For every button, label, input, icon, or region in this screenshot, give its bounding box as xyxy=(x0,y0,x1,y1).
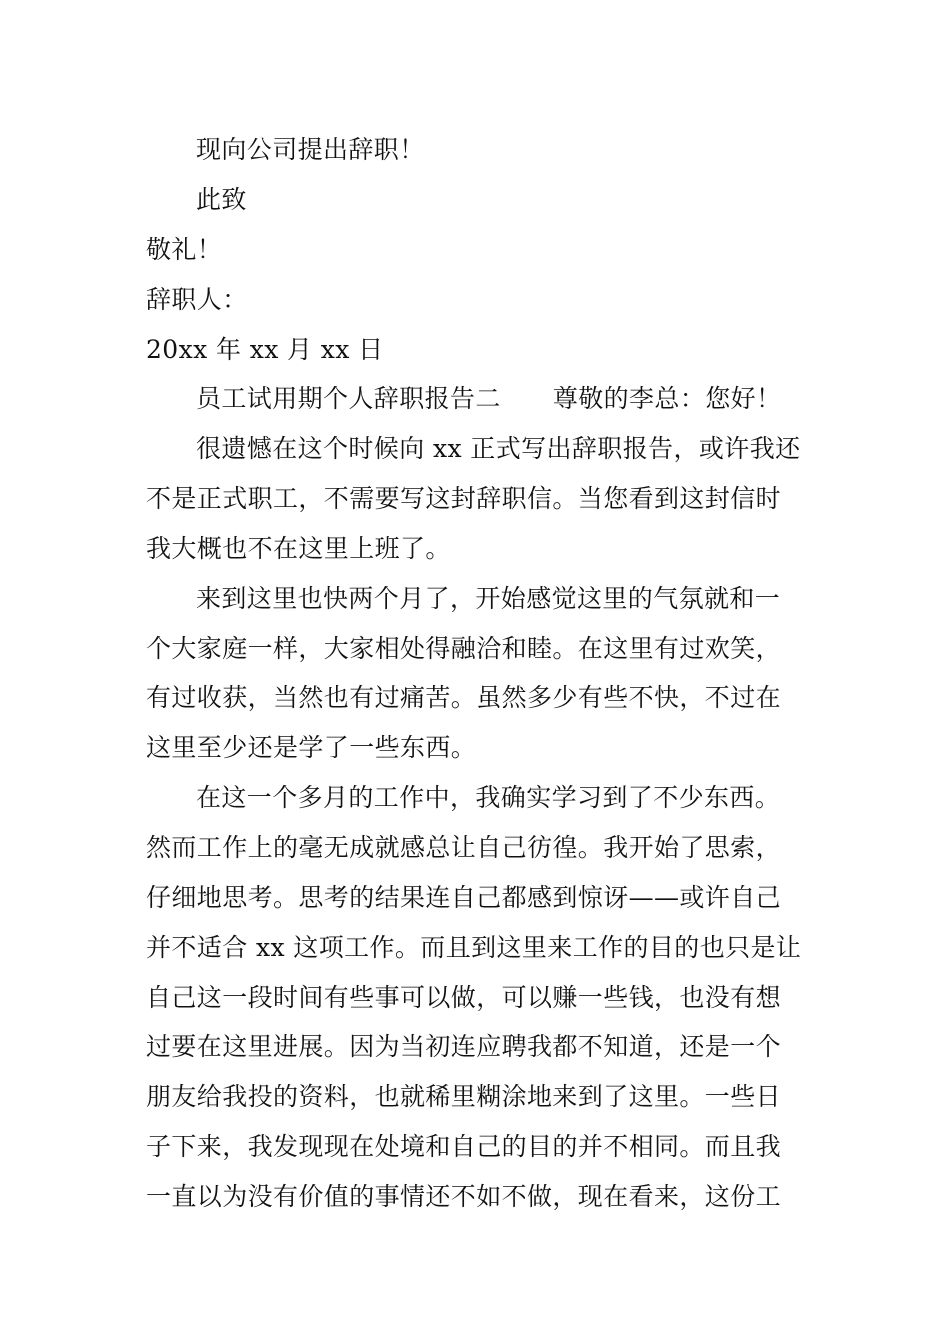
closing-submit-line: 现向公司提出辞职！ xyxy=(196,135,425,164)
letter2-greeting: 尊敬的李总：您好！ xyxy=(552,384,782,413)
paragraph-line: 这里至少还是学了一些东西。 xyxy=(146,733,477,762)
paragraph-line: 仔细地思考。思考的结果连自己都感到惊讶——或许自己 xyxy=(146,883,782,912)
paragraph-line: 在这一个多月的工作中，我确实学习到了不少东西。 xyxy=(196,783,781,812)
paragraph-line: 并不适合 xx 这项工作。而且到这里来工作的目的也只是让 xyxy=(146,933,802,962)
paragraph-line: 然而工作上的毫无成就感总让自己彷徨。我开始了思索， xyxy=(146,833,782,862)
paragraph-line: 自己这一段时间有些事可以做，可以赚一些钱，也没有想 xyxy=(146,983,782,1012)
letter-date: 20xx 年 xx 月 xx 日 xyxy=(146,335,384,364)
closing-salutation-line-1: 此致 xyxy=(196,185,247,214)
paragraph-line: 子下来，我发现现在处境和自己的目的并不相同。而且我 xyxy=(146,1132,782,1161)
letter2-heading-row xyxy=(196,382,876,416)
paragraph-line: 有过收获，当然也有过痛苦。虽然多少有些不快，不过在 xyxy=(146,683,782,712)
signer-label: 辞职人： xyxy=(146,285,248,314)
paragraph-line: 一直以为没有价值的事情还不如不做，现在看来，这份工 xyxy=(146,1182,782,1211)
paragraph-line: 很遗憾在这个时候向 xx 正式写出辞职报告，或许我还 xyxy=(196,434,801,463)
paragraph-line: 我大概也不在这里上班了。 xyxy=(146,534,451,563)
paragraph-line: 过要在这里进展。因为当初连应聘我都不知道，还是一个 xyxy=(146,1032,782,1061)
paragraph-line: 来到这里也快两个月了，开始感觉这里的气氛就和一 xyxy=(196,584,781,613)
letter2-heading: 员工试用期个人辞职报告二 xyxy=(196,384,501,413)
paragraph-line: 朋友给我投的资料，也就稀里糊涂地来到了这里。一些日 xyxy=(146,1082,782,1111)
paragraph-line: 不是正式职工，不需要写这封辞职信。当您看到这封信时 xyxy=(146,484,782,513)
closing-salutation-line-2: 敬礼！ xyxy=(146,235,223,264)
paragraph-line: 个大家庭一样，大家相处得融洽和睦。在这里有过欢笑， xyxy=(146,634,782,663)
